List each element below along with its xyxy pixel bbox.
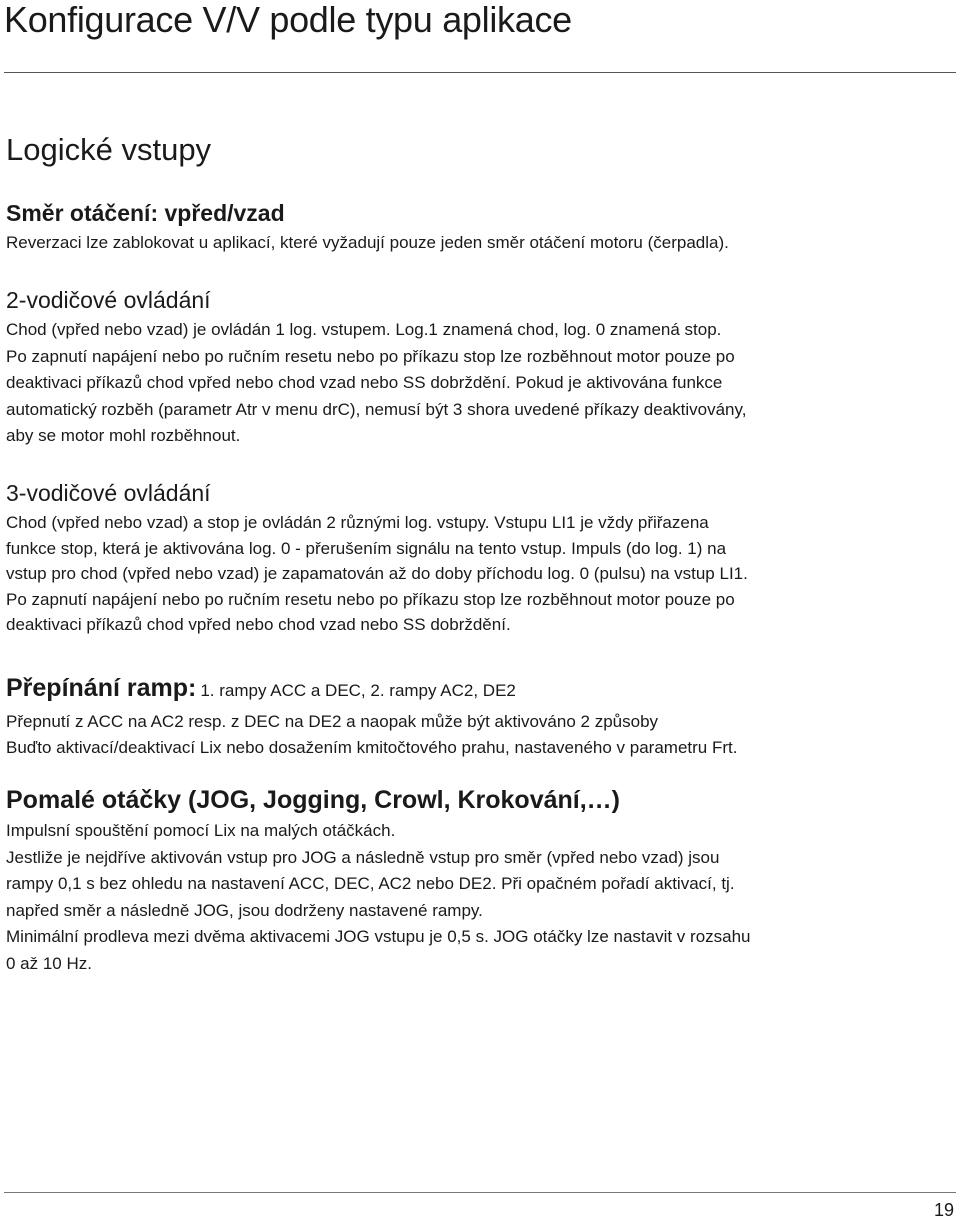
three-wire-line: vstup pro chod (vpřed nebo vzad) je zapamatován až do doby příchodu log. 0 (pulsu) na vstup LI1.	[6, 564, 748, 583]
two-wire-line: aby se motor mohl rozběhnout.	[6, 426, 241, 445]
direction-line: Reverzaci lze zablokovat u aplikací, které vyžadují pouze jeden směr otáčení motoru (čerpadla).	[6, 233, 729, 252]
ramps-heading-text: Přepínání ramp:	[6, 674, 197, 702]
jog-line: Impulsní spouštění pomocí Lix na malých otáčkách.	[6, 821, 396, 840]
jog-section	[6, 782, 954, 977]
jog-line: Minimální prodleva mezi dvěma aktivacemi JOG vstupu je 0,5 s. JOG otáčky lze nastavit v rozsahu	[6, 927, 751, 946]
page-number: 19	[933, 1200, 954, 1220]
two-wire-line: Po zapnutí napájení nebo po ručním resetu nebo po příkazu stop lze rozběhnout motor pouze po	[6, 346, 735, 366]
three-wire-section	[6, 476, 954, 638]
jog-heading: Pomalé otáčky (JOG, Jogging, Crowl, Krokování,…)	[6, 786, 621, 814]
ramps-line: Buďto aktivací/deaktivací Lix nebo dosažením kmitočtového prahu, nastaveného v parametru Frt.	[6, 737, 738, 757]
two-wire-line: Chod (vpřed nebo vzad) je ovládán 1 log. vstupem. Log.1 znamená chod, log. 0 znamená stop.	[6, 320, 722, 339]
jog-line: 0 až 10 Hz.	[6, 953, 92, 973]
ramps-heading-note: 1. rampy ACC a DEC, 2. rampy AC2, DE2	[200, 681, 516, 700]
jog-line: Jestliže je nejdříve aktivován vstup pro JOG a následně vstup pro směr (vpřed nebo vzad) jsou	[6, 847, 720, 867]
ramps-line: Přepnutí z ACC na AC2 resp. z DEC na DE2 a naopak může být aktivováno 2 způsoby	[6, 712, 659, 731]
ramps-section	[6, 670, 954, 760]
title-divider	[4, 72, 956, 73]
ramps-heading	[6, 670, 954, 709]
section-heading: Logické vstupy	[6, 132, 212, 167]
direction-section	[6, 196, 954, 257]
three-wire-line: Po zapnutí napájení nebo po ručním resetu nebo po příkazu stop lze rozběhnout motor pouze po	[6, 589, 735, 609]
two-wire-line: deaktivaci příkazů chod vpřed nebo chod vzad nebo SS dobrždění. Pokud je aktivována funkce	[6, 373, 723, 392]
two-wire-heading: 2-vodičové ovládání	[6, 287, 211, 313]
two-wire-line: automatický rozběh (parametr Atr v menu drC), nemusí být 3 shora uvedené příkazy deaktivovány,	[6, 399, 747, 419]
three-wire-line: funkce stop, která je aktivována log. 0 - přerušením signálu na tento vstup. Impuls (do log. 1) na	[6, 538, 727, 558]
two-wire-section	[6, 283, 954, 450]
three-wire-line: Chod (vpřed nebo vzad) a stop je ovládán 2 různými log. vstupy. Vstupu LI1 je vždy přiřazena	[6, 513, 709, 532]
three-wire-line: deaktivaci příkazů chod vpřed nebo chod vzad nebo SS dobrždění.	[6, 615, 511, 634]
jog-line: napřed směr a následně JOG, jsou dodrženy nastavené rampy.	[6, 900, 483, 920]
direction-heading: Směr otáčení: vpřed/vzad	[6, 200, 285, 226]
page-title: Konfigurace V/V podle typu aplikace	[4, 0, 572, 40]
jog-line: rampy 0,1 s bez ohledu na nastavení ACC, DEC, AC2 nebo DE2. Při opačném pořadí aktivací, tj.	[6, 874, 735, 893]
footer-divider	[4, 1192, 956, 1193]
three-wire-heading: 3-vodičové ovládání	[6, 480, 211, 506]
